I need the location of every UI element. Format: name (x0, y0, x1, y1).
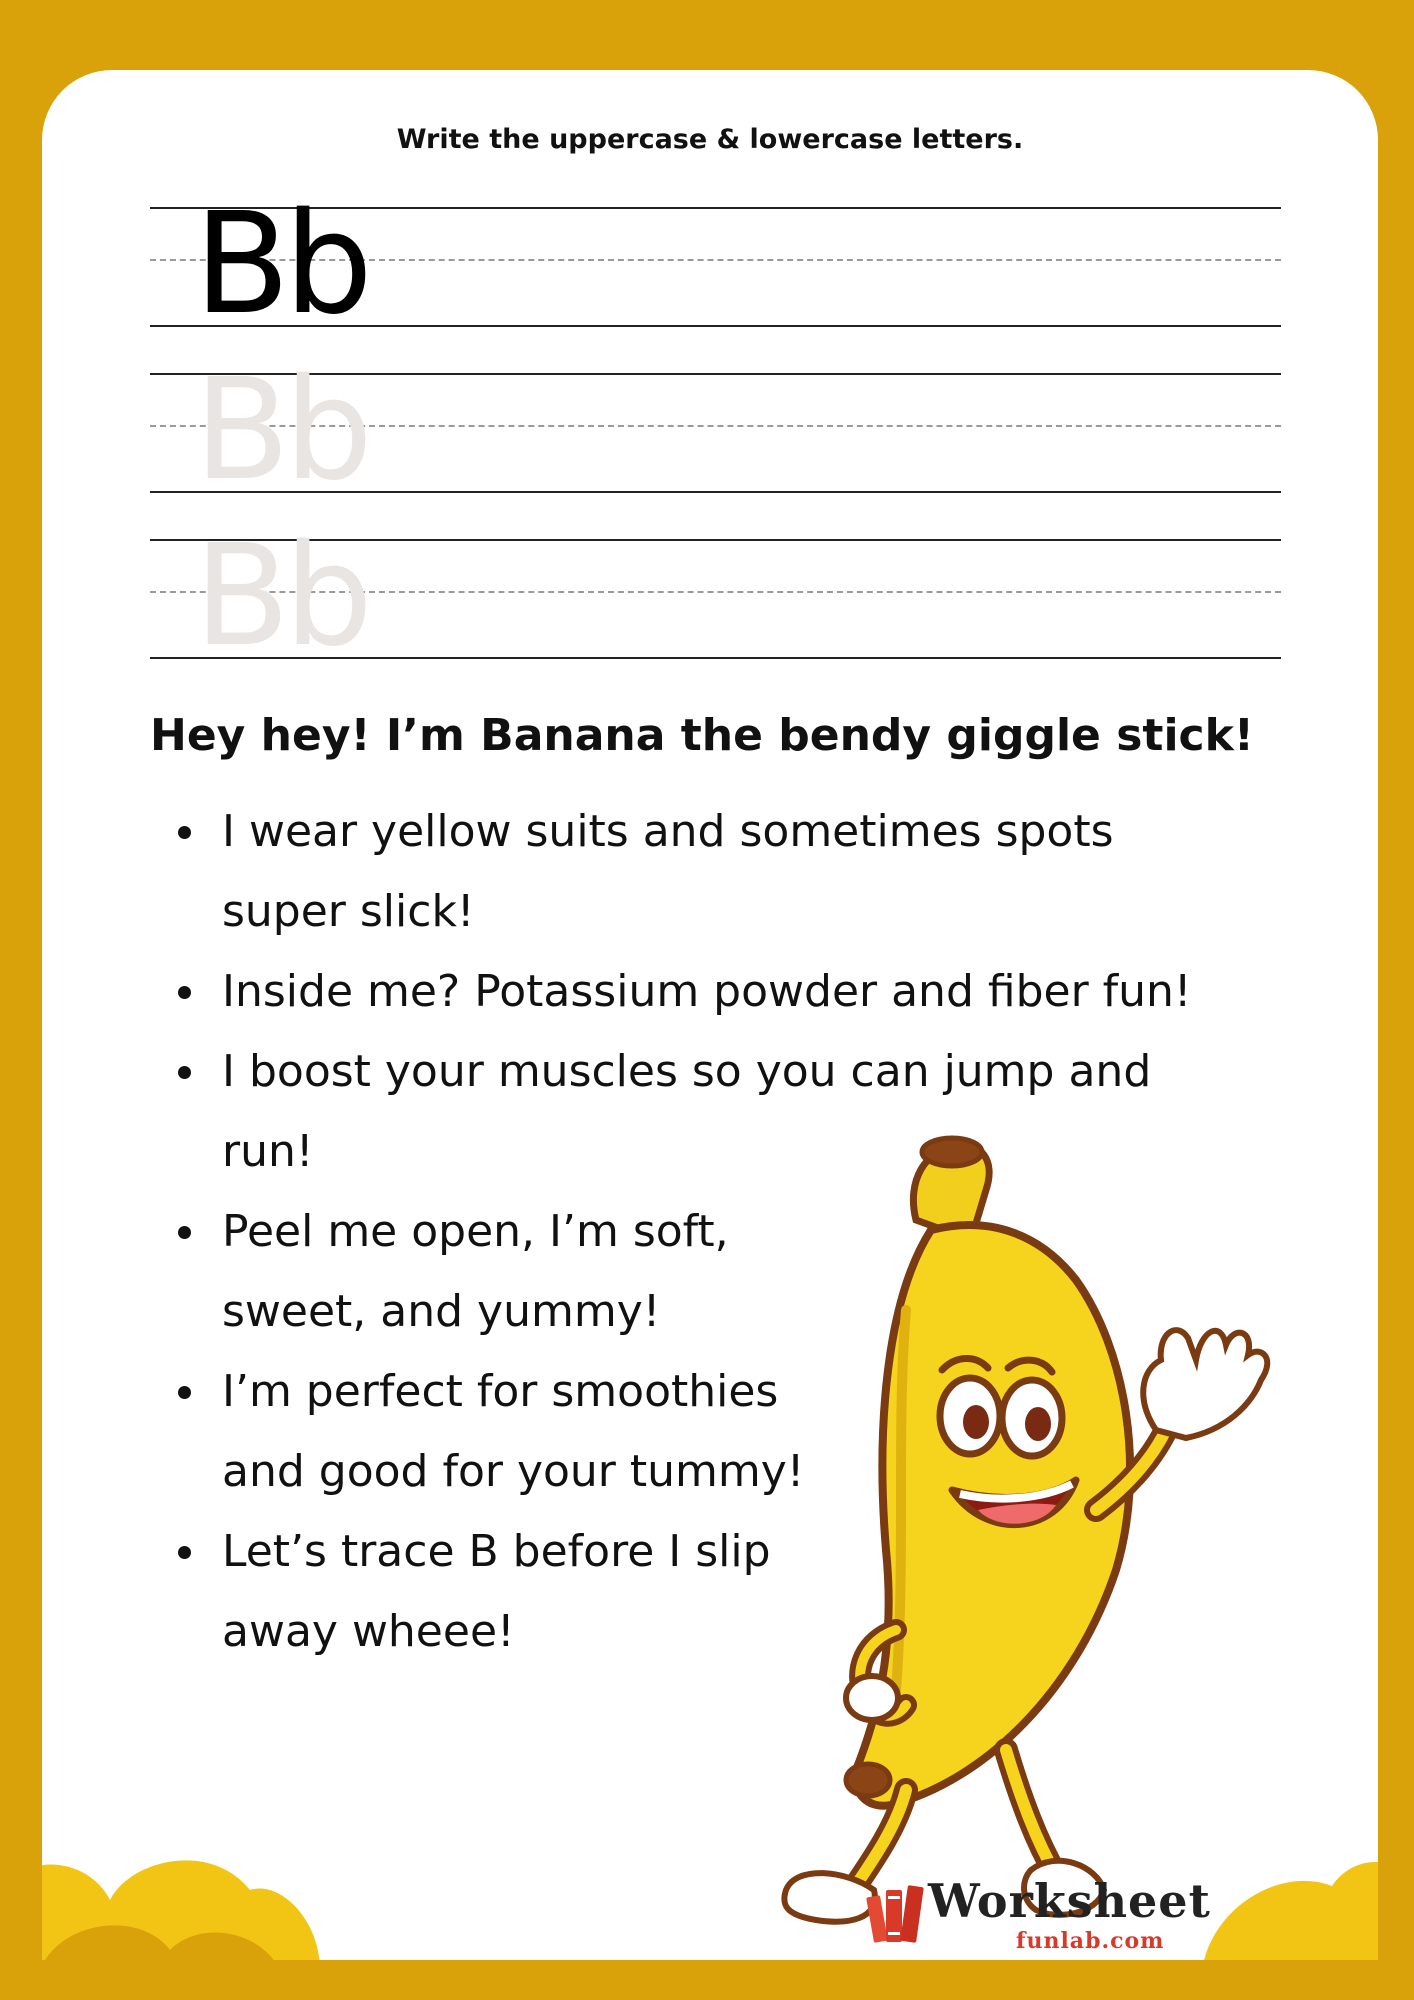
trace-letters: Bb (194, 515, 367, 678)
brand-logo (866, 1874, 1211, 1954)
writing-row-trace-2[interactable] (150, 515, 1281, 678)
logo-domain: funlab.com (1016, 1928, 1165, 1954)
list-item-line: super slick! (222, 886, 475, 937)
list-item-line: away wheee! (222, 1606, 515, 1657)
decorative-blob-left (42, 1850, 320, 1960)
list-item-line: Peel me open, I’m soft, (222, 1206, 729, 1257)
writing-row-model (150, 183, 1281, 346)
logo-wordmark: Worksheet (928, 1874, 1211, 1928)
list-item-line: I boost your muscles so you can jump and (222, 1046, 1152, 1097)
list-item-line: sweet, and yummy! (222, 1286, 661, 1337)
list-item-line: I wear yellow suits and sometimes spots (222, 806, 1114, 857)
book-stack-icon (866, 1878, 930, 1948)
decorative-blob-right (1202, 1846, 1378, 1960)
model-letters: Bb (194, 183, 367, 346)
worksheet-card (42, 70, 1378, 1960)
list-item-line: run! (222, 1126, 314, 1177)
list-item-line: I’m perfect for smoothies (222, 1366, 779, 1417)
list-item-line: and good for your tummy! (222, 1446, 805, 1497)
instruction-text: Write the uppercase & lowercase letters. (396, 124, 1024, 155)
poem-heading: Hey hey! I’m Banana the bendy giggle stick! (150, 710, 1254, 761)
trace-letters: Bb (194, 349, 367, 512)
writing-row-trace-1[interactable] (150, 349, 1281, 512)
list-item (150, 952, 1192, 1032)
list-item-line: Inside me? Potassium powder and fiber fun! (222, 966, 1192, 1017)
banana-mascot-icon (756, 1130, 1316, 1930)
list-item-line: Let’s trace B before I slip (222, 1526, 771, 1577)
list-item (150, 792, 1192, 952)
